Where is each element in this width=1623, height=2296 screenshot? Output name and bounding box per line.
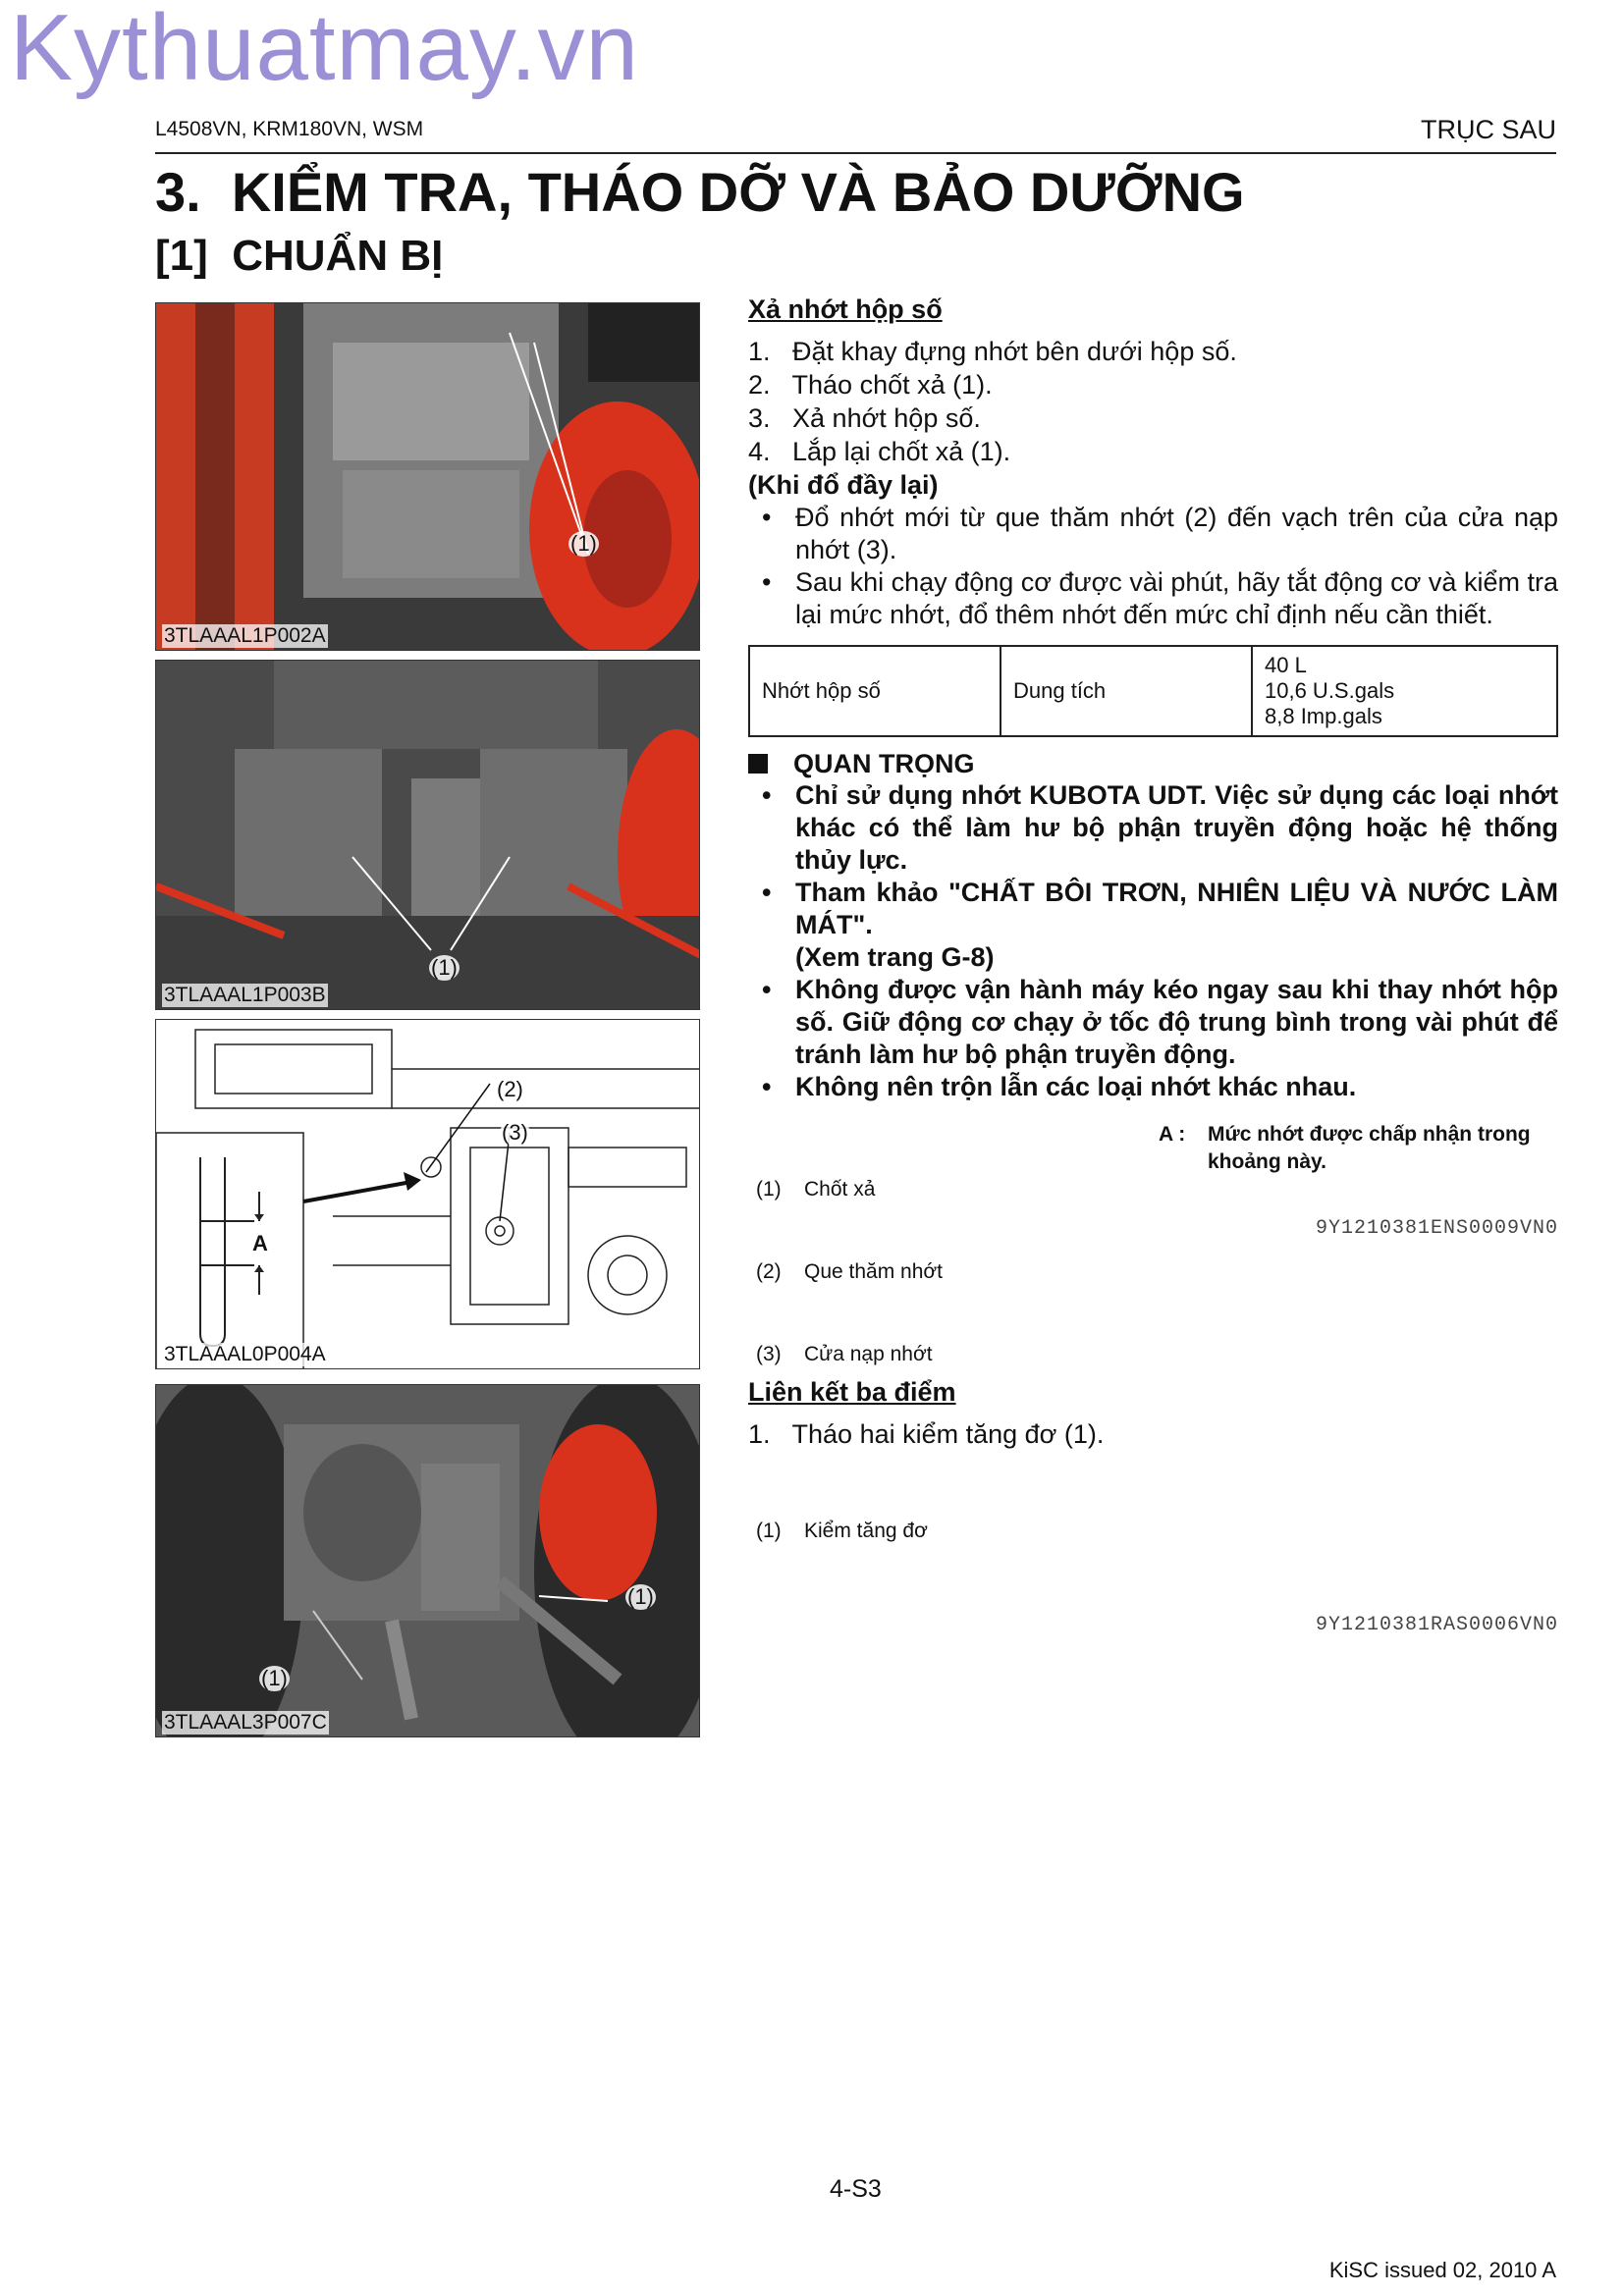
header-models: L4508VN, KRM180VN, WSM <box>155 118 424 140</box>
important-bullet: • Không được vận hành máy kéo ngay sau khi thay nhớt hộp số. Giữ động cơ chạy ở tốc độ trung bình trong vài phút để tránh làm hư bộ phận truyền động. <box>762 975 1558 1069</box>
watermark: Kythuatmay.vn <box>10 0 639 100</box>
refill-heading: (Khi đổ đầy lại) <box>748 470 939 500</box>
square-icon <box>748 754 768 774</box>
header-section: TRỤC SAU <box>1420 115 1556 144</box>
page-number: 4-S3 <box>830 2175 882 2203</box>
step-item: 1. Tháo hai kiểm tăng đơ (1). <box>748 1419 1105 1449</box>
refill-bullet-text: Sau khi chạy động cơ được vài phút, hãy tắt động cơ và kiểm tra lại mức nhớt, đổ thêm nhớt đến mức chỉ định nếu cần thiết. <box>795 567 1558 629</box>
figure-callout: (1) <box>431 955 458 980</box>
spec-param: Dung tích <box>1001 646 1252 736</box>
page-subtitle: [1] CHUẨN BỊ <box>155 232 444 280</box>
figure-callout: A <box>252 1231 268 1255</box>
spec-values <box>1252 646 1557 736</box>
spec-value: 8,8 Imp.gals <box>1265 704 1382 728</box>
header-divider <box>155 152 1556 154</box>
important-bullet-text: Tham khảo "CHẤT BÔI TRƠN, NHIÊN LIỆU VÀ NƯỚC LÀM MÁT". <box>795 878 1558 939</box>
important-heading <box>748 749 1558 779</box>
figure-drain-plug-photo <box>156 303 700 651</box>
figure-label: 3TLAAAL1P002A <box>164 624 326 647</box>
important-bullet-text: Không nên trộn lẫn các loại nhớt khác nhau. <box>795 1072 1357 1101</box>
important-bullet: • Chỉ sử dụng nhớt KUBOTA UDT. Việc sử dụng các loại nhớt khác có thể làm hư bộ phận truyền động hoặc hệ thống thủy lực. <box>762 780 1558 875</box>
issued-note: KiSC issued 02, 2010 A <box>1328 2258 1556 2282</box>
refill-bullet: • Sau khi chạy động cơ được vài phút, hãy tắt động cơ và kiểm tra lại mức nhớt, đổ thêm nhớt đến mức chỉ định nếu cần thiết. <box>762 567 1558 629</box>
legend-item: (3) Cửa nạp nhớt <box>756 1343 933 1365</box>
linkage-heading: Liên kết ba điểm <box>748 1377 956 1407</box>
spec-value: 10,6 U.S.gals <box>1265 678 1395 703</box>
refill-bullet-text: Đổ nhớt mới từ que thăm nhớt (2) đến vạch trên của cửa nạp nhớt (3). <box>795 503 1558 564</box>
document-code: 9Y1210381RAS0006VN0 <box>1315 1614 1558 1636</box>
refill-bullet: • Đổ nhớt mới từ que thăm nhớt (2) đến vạch trên của cửa nạp nhớt (3). <box>762 503 1558 564</box>
important-bullet-text: Chỉ sử dụng nhớt KUBOTA UDT. Việc sử dụng các loại nhớt khác có thể làm hư bộ phận truyền động hoặc hệ thống thủy lực. <box>795 780 1558 875</box>
figure-three-point-linkage <box>155 1384 700 1737</box>
step-item: 2. Tháo chốt xả (1). <box>748 370 993 400</box>
legend-a-key: A : <box>1159 1123 1186 1146</box>
figure-label: 3TLAAAL0P004A <box>164 1343 326 1365</box>
figure-label: 3TLAAAL1P003B <box>164 984 326 1006</box>
important-bullet: • Không nên trộn lẫn các loại nhớt khác nhau. <box>762 1072 1357 1101</box>
see-page-reference: (Xem trang G-8) <box>795 942 995 972</box>
figure-callout: (1) <box>627 1584 654 1609</box>
drain-section <box>748 294 1558 1365</box>
important-bullet-text: Không được vận hành máy kéo ngay sau khi thay nhớt hộp số. Giữ động cơ chạy ở tốc độ trung bình trong vài phút để tránh làm hư bộ phận truyền động. <box>795 975 1558 1069</box>
step-item: 1. Đặt khay đựng nhớt bên dưới hộp số. <box>748 337 1237 366</box>
page-title: 3. KIỂM TRA, THÁO DỠ VÀ BẢO DƯỠNG <box>155 161 1245 223</box>
spec-value: 40 L <box>1265 653 1307 677</box>
figure-oil-level-drawing-image <box>156 1020 700 1369</box>
important-heading-text: QUAN TRỌNG <box>793 749 975 778</box>
figure-label: 3TLAAAL3P007C <box>164 1711 327 1734</box>
figure-dipstick-photo <box>155 660 700 1010</box>
figure-drain-plug <box>155 302 700 651</box>
spec-item: Nhớt hộp số <box>749 646 1001 736</box>
legend-item: (1) Kiểm tăng đơ <box>756 1520 928 1542</box>
linkage-legend <box>748 1463 1558 1600</box>
spec-table <box>748 645 1558 737</box>
figure-callout: (1) <box>261 1666 288 1690</box>
figure-callout: (1) <box>570 531 597 556</box>
linkage-section <box>748 1377 1558 1636</box>
linkage-steps <box>748 1417 1558 1451</box>
figure-callout: (3) <box>502 1120 528 1145</box>
drain-steps <box>748 335 1558 468</box>
document-code: 9Y1210381ENS0009VN0 <box>1315 1217 1558 1240</box>
figure-oil-level-drawing <box>155 1019 700 1369</box>
figure-dipstick-photo-image <box>156 661 700 1010</box>
important-bullet: • Tham khảo "CHẤT BÔI TRƠN, NHIÊN LIỆU VÀ NƯỚC LÀM MÁT". (Xem trang G-8) <box>762 878 1558 972</box>
figure-callout: (2) <box>497 1077 523 1101</box>
legend-a-text: Mức nhớt được chấp nhận trong khoảng này. <box>1208 1123 1531 1173</box>
step-item: 3. Xả nhớt hộp số. <box>748 403 981 433</box>
step-item: 4. Lắp lại chốt xả (1). <box>748 437 1011 466</box>
legend-item: (2) Que thăm nhớt <box>756 1260 944 1283</box>
drain-heading: Xả nhớt hộp số <box>748 294 943 324</box>
figure-three-point-linkage-photo <box>156 1385 700 1737</box>
legend-item: (1) Chốt xả <box>756 1178 876 1201</box>
